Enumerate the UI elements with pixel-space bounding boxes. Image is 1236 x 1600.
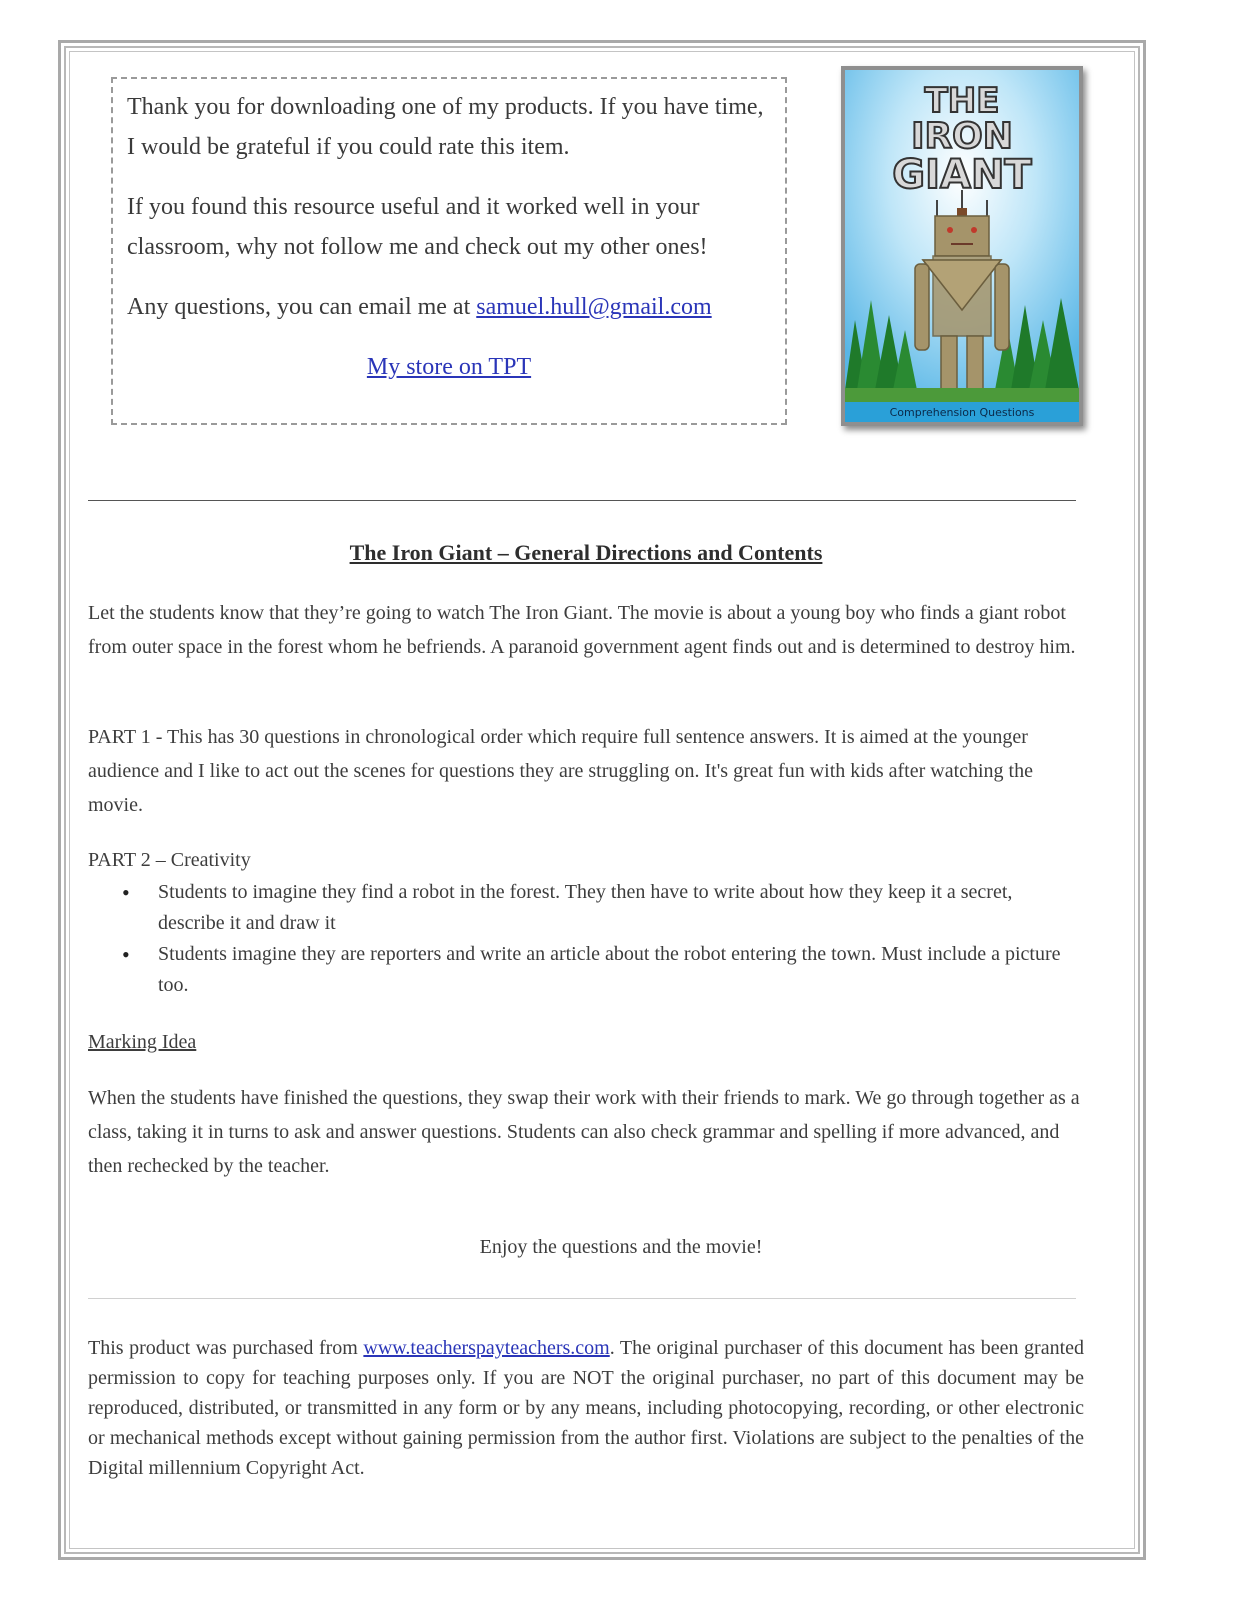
store-link[interactable]: My store on TPT <box>366 354 532 380</box>
cover-subtitle: Comprehension Questions <box>889 406 1035 419</box>
part2-heading: PART 2 – Creativity <box>88 849 251 871</box>
grass <box>845 388 1079 402</box>
thank-you-paragraph: Thank you for downloading one of my products. If you have time, I would be grateful if you could rate this item. <box>127 94 764 160</box>
cover-image <box>841 66 1083 426</box>
part2-section <box>88 843 1084 1001</box>
cover-title-line1: THE <box>924 81 1000 121</box>
thank-you-box <box>111 77 787 425</box>
marking-heading: Marking Idea <box>88 1031 197 1053</box>
part2-list <box>88 877 1084 1001</box>
divider-bottom <box>88 1298 1076 1299</box>
divider-top <box>88 500 1076 501</box>
copyright-notice <box>88 1333 1084 1483</box>
store-line <box>127 347 771 387</box>
follow-paragraph: If you found this resource useful and it worked well in your classroom, why not follow me and check out my other ones! <box>127 194 708 260</box>
footer-prefix: This product was purchased from <box>88 1337 364 1359</box>
cover-illustration <box>845 70 1079 422</box>
email-paragraph <box>127 287 771 327</box>
email-prefix: Any questions, you can email me at <box>127 294 477 320</box>
list-item: • Students imagine they are reporters and write an article about the robot entering the town. Must include a picture too. <box>158 939 1084 1001</box>
cover-title-line2: IRON <box>911 116 1013 157</box>
footer-body: . The original purchaser of this document has been granted permission to copy for teaching purposes only. If you are NOT the original purchaser, no part of this document may be reproduced, distributed, or transmitted in any form or by any means, including photocopying, recording, or other electronic or mechanical methods except without gaining permission from the author first. Violations are subject to the penalties of the Digital millennium Copyright Act. <box>88 1337 1084 1479</box>
tpt-website-link[interactable]: www.teacherspayteachers.com <box>363 1337 610 1359</box>
part1-paragraph: PART 1 - This has 30 questions in chronological order which require full sentence answers. It is aimed at the younger audience and I like to act out the scenes for questions they are struggling on. It's great fun with kids after watching the movie. <box>88 726 1033 816</box>
list-item: • Students to imagine they find a robot in the forest. They then have to write about how they keep it a secret, describe it and draw it <box>158 877 1084 939</box>
email-link[interactable]: samuel.hull@gmail.com <box>476 294 712 320</box>
enjoy-line: Enjoy the questions and the movie! <box>479 1236 763 1258</box>
cover-title-line3: GIANT <box>892 152 1032 198</box>
intro-paragraph: Let the students know that they’re going to watch The Iron Giant. The movie is about a young boy who finds a giant robot from outer space in the forest whom he befriends. A paranoid government agent finds out and is determined to destroy him. <box>88 602 1076 658</box>
marking-paragraph: When the students have finished the questions, they swap their work with their friends to mark. We go through together as a class, taking it in turns to ask and answer questions. Students can also check grammar and spelling if more advanced, and then rechecked by the teacher. <box>88 1087 1080 1177</box>
page-title: The Iron Giant – General Directions and Contents <box>349 540 823 565</box>
